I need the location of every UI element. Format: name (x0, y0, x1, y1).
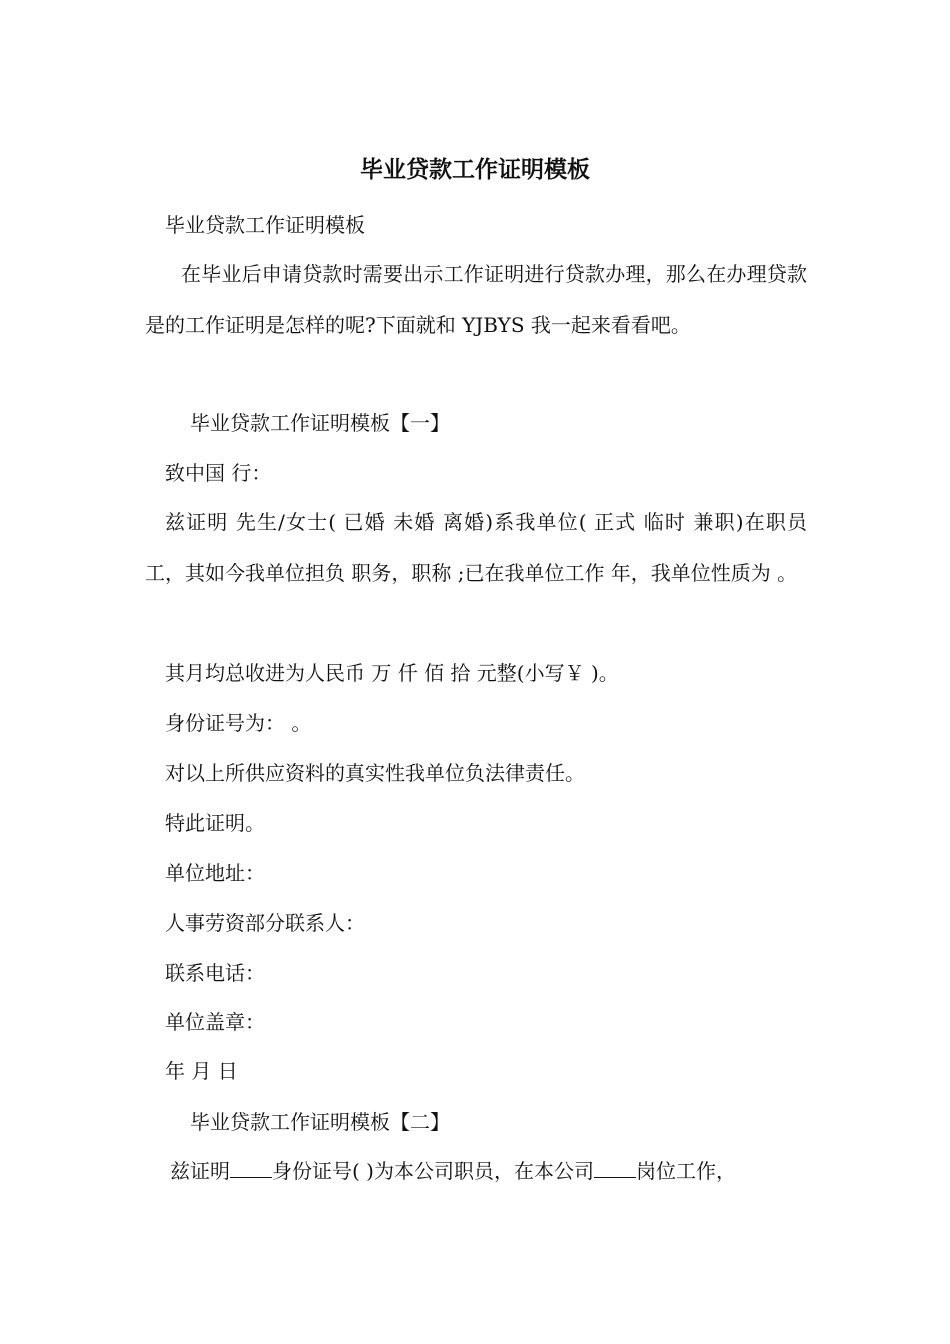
responsibility-line: 对以上所供应资料的真实性我单位负法律责任。 (165, 761, 585, 785)
document-subtitle: 毕业贷款工作证明模板 (165, 213, 365, 237)
section2-text-part2: 身份证号( )为本公司职员，在本公司 (272, 1159, 594, 1183)
id-number-line: 身份证号为： 。 (165, 711, 312, 735)
addressee-line: 致中国 行： (165, 461, 272, 485)
name-blank (230, 1159, 272, 1178)
section2-first-line (170, 1157, 736, 1185)
section1-heading: 毕业贷款工作证明模板【一】 (190, 411, 450, 435)
document-title: 毕业贷款工作证明模板 (360, 156, 590, 183)
date-line: 年 月 日 (165, 1059, 238, 1083)
section2-text-part3: 岗位工作， (635, 1159, 736, 1183)
seal-line: 单位盖章： (165, 1010, 265, 1034)
section2-text-part1: 兹证明 (170, 1159, 230, 1183)
address-line: 单位地址： (165, 861, 265, 885)
section2-heading: 毕业贷款工作证明模板【二】 (190, 1110, 450, 1134)
phone-line: 联系电话： (165, 961, 265, 985)
position-blank (594, 1159, 636, 1178)
income-line: 其月均总收进为人民币 万 仟 佰 拾 元整(小写￥ )。 (165, 661, 619, 685)
hereby-line: 特此证明。 (165, 811, 265, 835)
hr-contact-line: 人事劳资部分联系人： (165, 911, 365, 935)
intro-paragraph: 在毕业后申请贷款时需要出示工作证明进行贷款办理，那么在办理贷款是的工作证明是怎样的呢?下面就和 YJBYS 我一起来看看吧。 (145, 262, 807, 337)
certification-paragraph: 兹证明 先生/女士( 已婚 未婚 离婚)系我单位( 正式 临时 兼职)在职员工，其如今我单位担负 职务，职称 ;已在我单位工作 年，我单位性质为 。 (145, 510, 807, 585)
